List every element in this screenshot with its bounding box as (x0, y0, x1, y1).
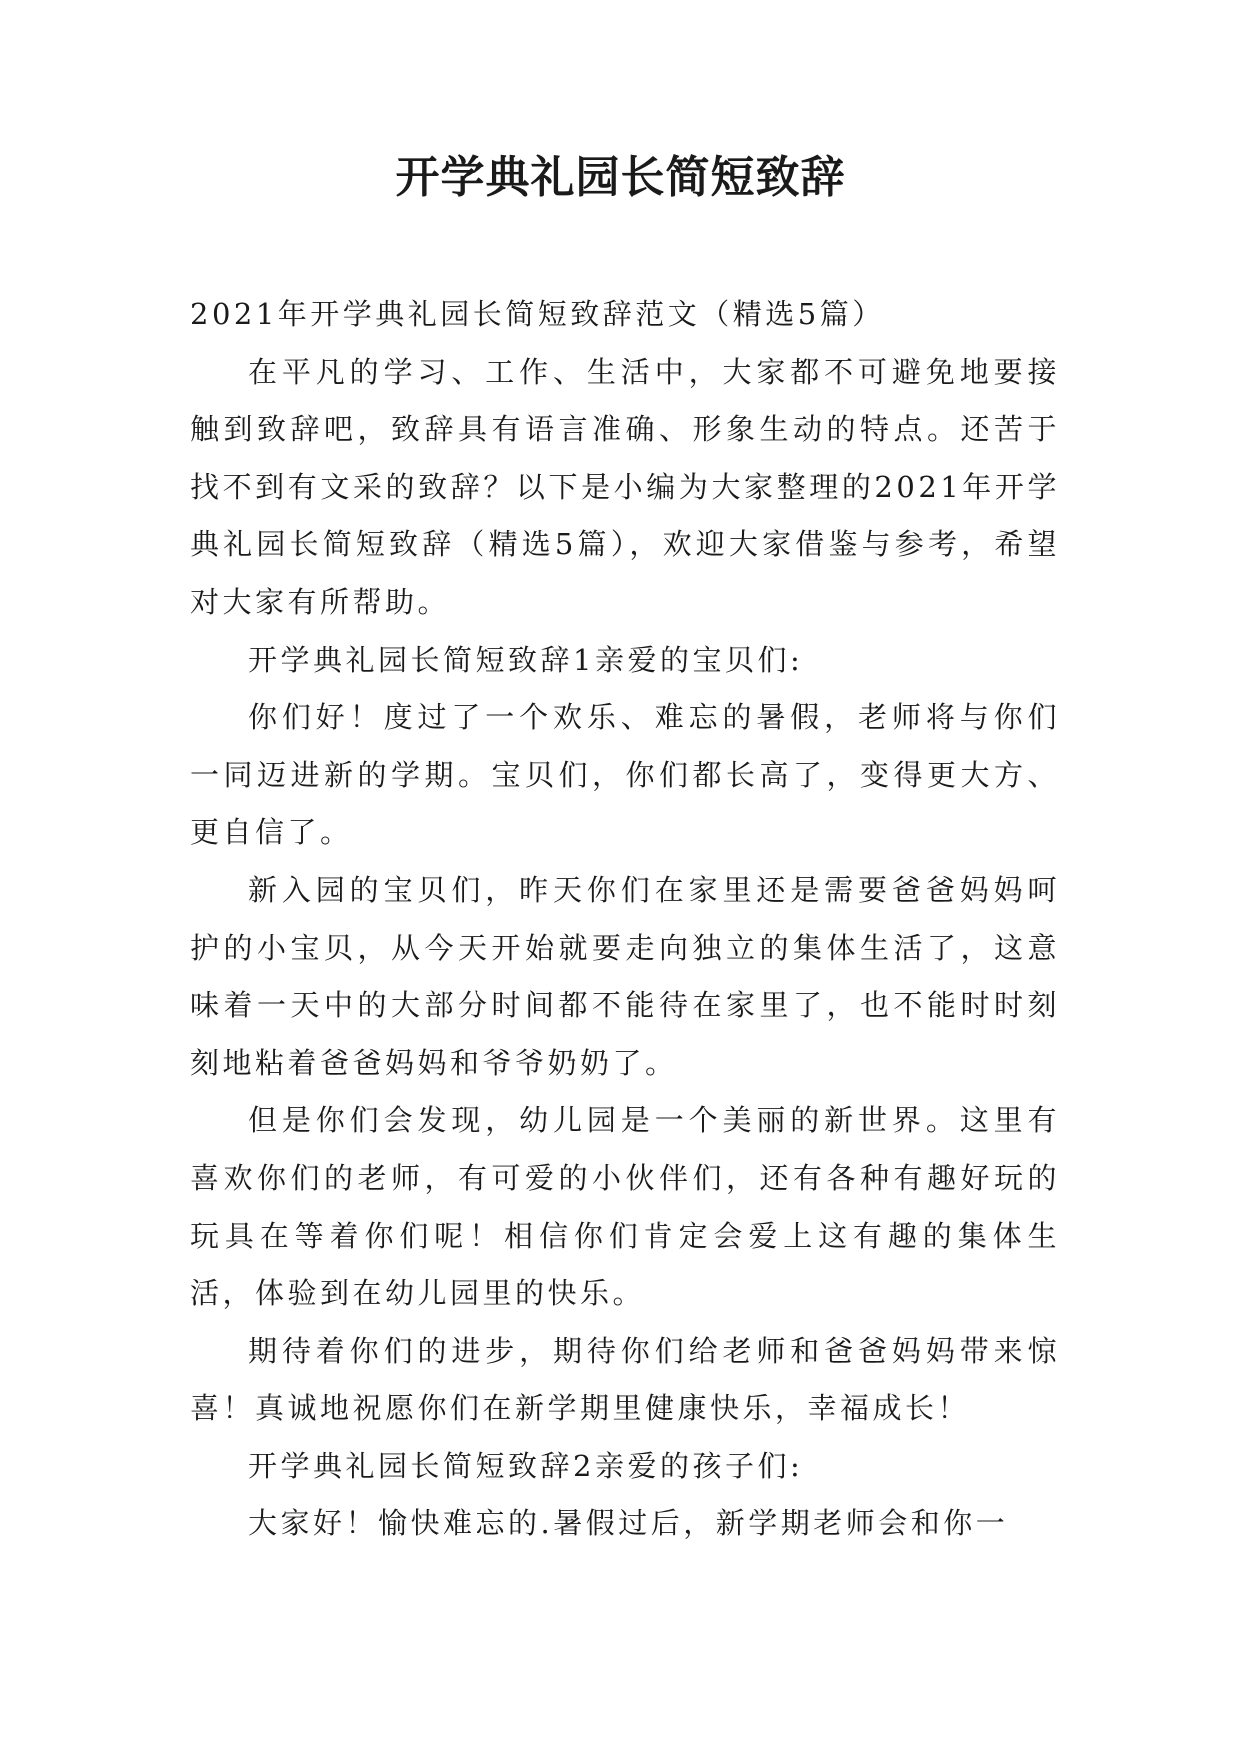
document-title: 开学典礼园长简短致辞 (395, 152, 846, 203)
paragraph: 你们好！度过了一个欢乐、难忘的暑假，老师将与你们一同迈进新的学期。宝贝们，你们都长高了，变得更大方、更自信了。 (190, 700, 1060, 850)
paragraph-subtitle: 2021年开学典礼园长简短致辞范文（精选5篇） (190, 297, 885, 331)
paragraph: 新入园的宝贝们，昨天你们在家里还是需要爸爸妈妈呵护的小宝贝，从今天开始就要走向独立的集体生活了，这意味着一天中的大部分时间都不能待在家里了，也不能时时刻刻地粘着爸爸妈妈和爷爷奶奶了。 (190, 872, 1060, 1080)
paragraph: 但是你们会发现，幼儿园是一个美丽的新世界。这里有喜欢你们的老师，有可爱的小伙伴们，还有各种有趣好玩的玩具在等着你们呢！相信你们肯定会爱上这有趣的集体生活，体验到在幼儿园里的快乐。 (190, 1103, 1060, 1311)
paragraph: 大家好！愉快难忘的.暑假过后，新学期老师会和你一 (248, 1506, 1009, 1541)
paragraph-intro: 在平凡的学习、工作、生活中，大家都不可避免地要接触到致辞吧，致辞具有语言准确、形象生动的特点。还苦于找不到有文采的致辞？以下是小编为大家整理的2021年开学典礼园长简短致辞（精选5篇），欢迎大家借鉴与参考，希望对大家有所帮助。 (190, 354, 1060, 619)
paragraph-speech-1-heading: 开学典礼园长简短致辞1亲爱的宝贝们: (248, 642, 804, 677)
paragraph: 期待着你们的进步，期待你们给老师和爸爸妈妈带来惊喜！真诚地祝愿你们在新学期里健康快乐，幸福成长！ (190, 1333, 1060, 1426)
document-body (190, 286, 1060, 1553)
paragraph-speech-2-heading: 开学典礼园长简短致辞2亲爱的孩子们: (248, 1448, 804, 1483)
